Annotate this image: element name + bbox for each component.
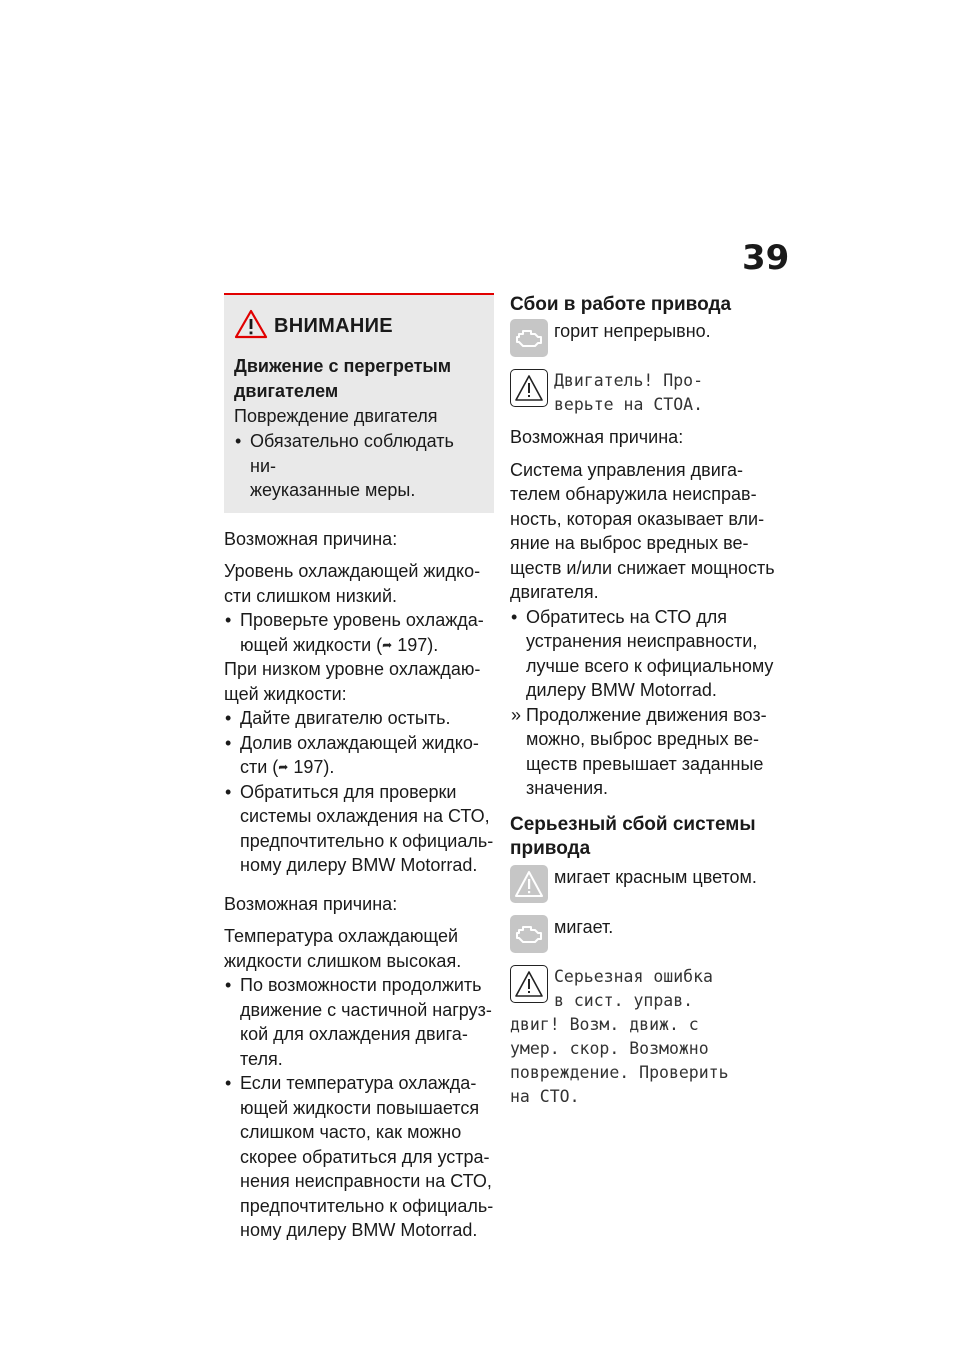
section-title: Сбои в работе привода: [510, 294, 732, 315]
warning-text: Повреждение двигателя: [234, 406, 438, 426]
page-number: 39: [742, 238, 790, 278]
cause-text: ность, которая оказывает вли-: [510, 508, 765, 529]
bullet-item: • Дайте двигателю остыть.: [225, 708, 451, 728]
warning-triangle-icon: [510, 865, 548, 903]
cause-text: жидкости слишком высокая.: [224, 950, 462, 971]
warning-triangle-icon: [510, 369, 548, 407]
engine-check-icon: [510, 319, 548, 357]
indicator-row: [510, 865, 780, 903]
indicator-row: [510, 319, 780, 357]
paragraph: При низком уровне охлаждаю-: [224, 659, 481, 679]
cause-text: сти слишком низкий.: [224, 585, 397, 606]
cause-text: Температура охлаждающей: [224, 926, 459, 946]
cause-text: двигателя.: [510, 582, 599, 602]
warning-header: [234, 309, 484, 344]
bullet-item: • Проверьте уровень охлажда- ющей жидкости (➦ 197).: [225, 610, 484, 655]
bullet-item: • Долив охлаждающей жидко- сти (➦ 197).: [225, 732, 479, 777]
section-title: Серьезный сбой системы: [510, 813, 756, 835]
display-message: Серьезная ошибка в сист. управ.: [554, 966, 713, 1010]
indicator-row: [510, 915, 780, 953]
arrow-reference-icon: ➦: [278, 760, 289, 774]
cause-text: ществ и/или снижает мощность: [510, 557, 775, 578]
right-column: [510, 293, 780, 1109]
warning-bullet: • Обязательно соблюдать ни- жеуказанные меры.: [235, 431, 454, 500]
indicator-text: горит непрерывно.: [554, 321, 711, 341]
cause-label: Возможная причина:: [510, 427, 684, 447]
cause-text: Уровень охлаждающей жидко-: [224, 561, 481, 581]
cause-text: телем обнаружила неисправ-: [510, 484, 757, 504]
display-message: Двигатель! Про- верьте на СТОА.: [554, 371, 704, 414]
section-title: привода: [510, 837, 591, 859]
warning-title: ВНИМАНИЕ: [274, 315, 393, 337]
display-row: [510, 369, 780, 417]
arrow-reference-icon: ➦: [382, 637, 393, 652]
cause-label: Возможная причина:: [224, 893, 398, 914]
result-item: » Продолжение движения воз- можно, выброс вредных ве- ществ превышает заданные значения.: [511, 704, 767, 798]
warning-triangle-icon: [510, 965, 548, 1003]
bullet-item: • Обратитесь на СТО для устранения неисправности, лучше всего к официальному дилеру BMW Motorrad.: [511, 606, 774, 700]
indicator-text: мигает красным цветом.: [554, 866, 757, 887]
bullet-item: • Если температура охлажда- ющей жидкости повышается слишком часто, как можно скорее обратиться для устра- нения неисправности на СТО, предпочтительно к официаль- ному дилеру BMW Motorrad.: [225, 1073, 494, 1240]
warning-subtitle: двигателем: [234, 381, 339, 401]
paragraph: щей жидкости:: [224, 683, 347, 704]
warning-subtitle: Движение с перегретым: [234, 356, 452, 376]
indicator-text: мигает.: [554, 916, 614, 937]
display-row: [510, 965, 780, 1013]
display-message-continued: двиг! Возм. движ. с умер. скор. Возможно повреждение. Проверить на СТО.: [510, 1014, 729, 1106]
engine-check-icon: [510, 915, 548, 953]
bullet-item: • Обратиться для проверки системы охлаждения на СТО, предпочтительно к официаль- ному дилеру BMW Motorrad.: [225, 781, 494, 875]
warning-triangle-icon: [234, 309, 268, 344]
bullet-item: • По возможности продолжить движение с частичной нагруз- кой для охлаждения двига- теля.: [225, 975, 492, 1069]
cause-text: яние на выброс вредных ве-: [510, 533, 749, 553]
left-column: [224, 293, 494, 1243]
cause-text: Система управления двига-: [510, 459, 743, 480]
cause-label: Возможная причина:: [224, 528, 398, 549]
warning-box: [224, 293, 494, 513]
